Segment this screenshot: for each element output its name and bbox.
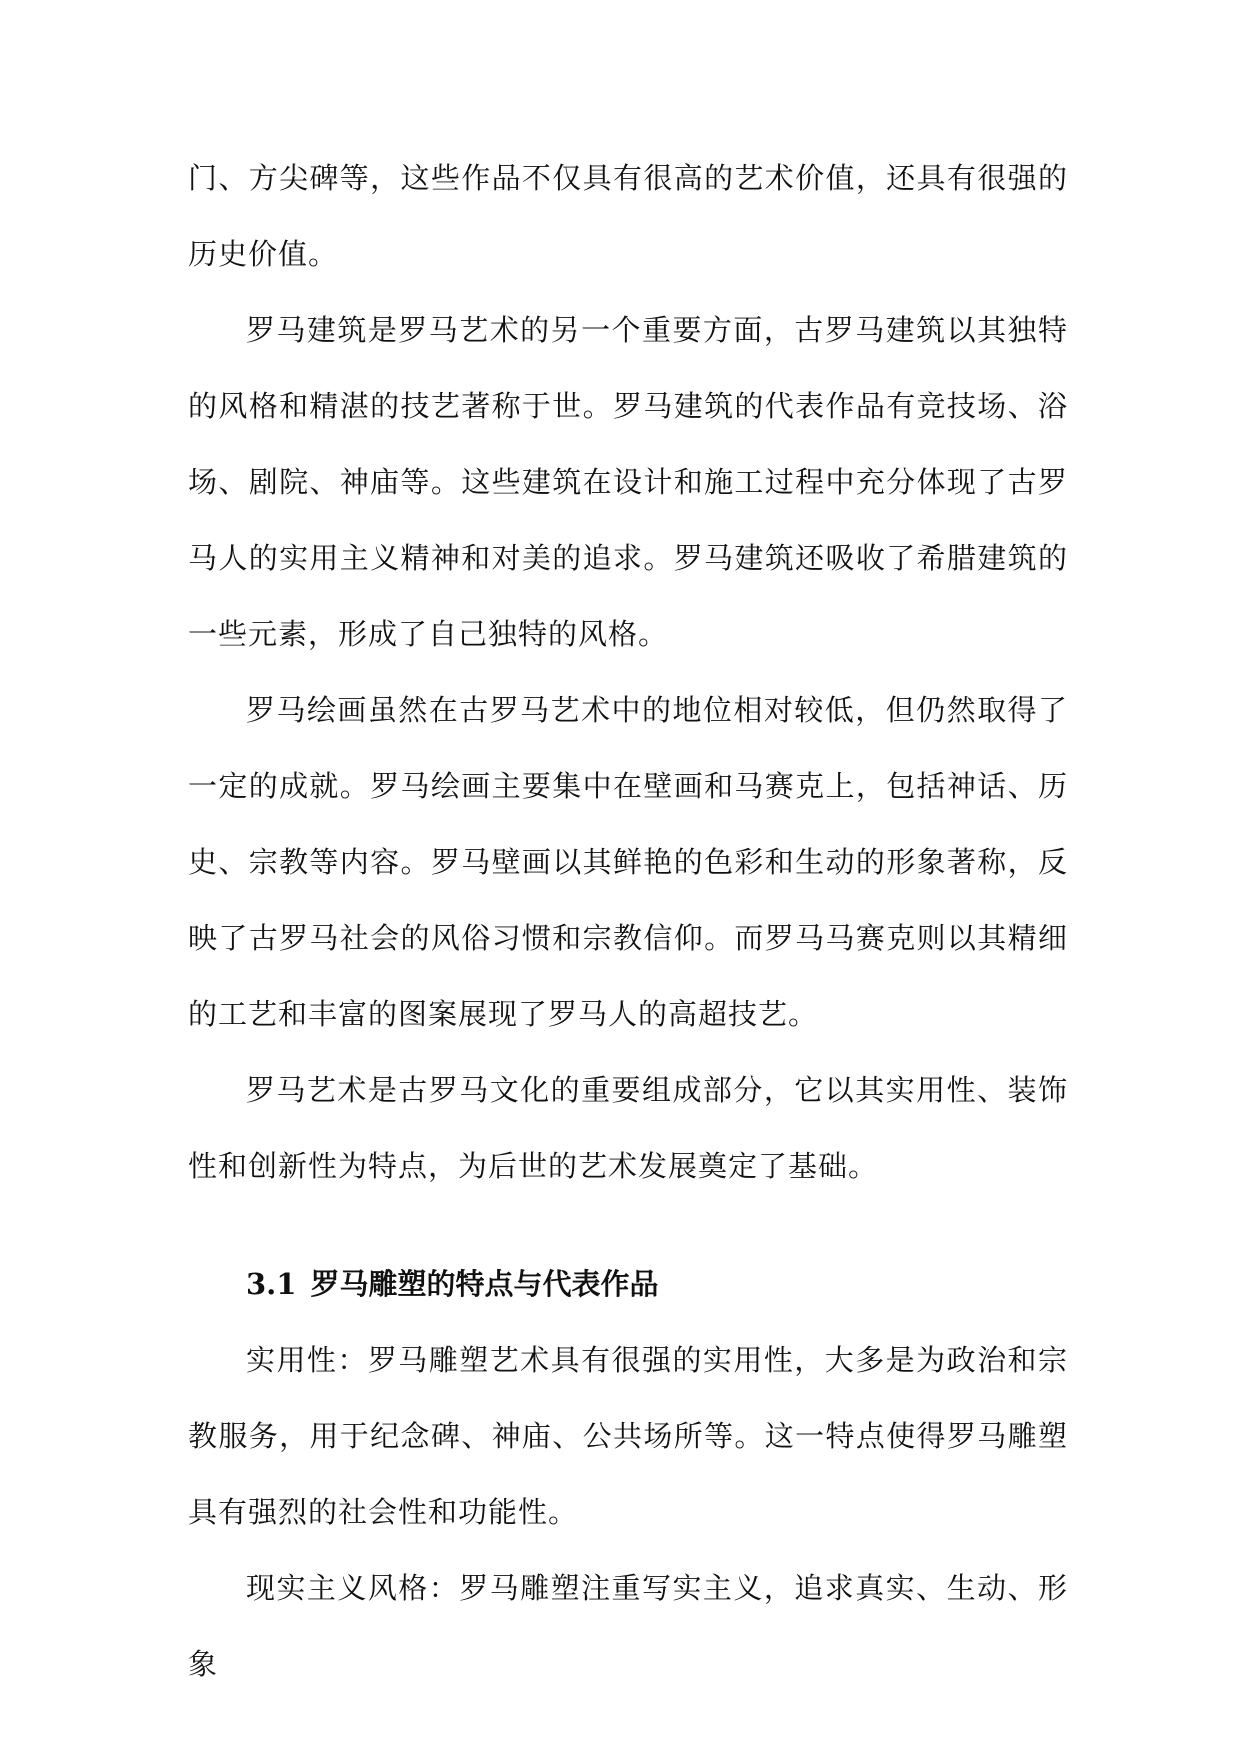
paragraph-roman-painting: 罗马绘画虽然在古罗马艺术中的地位相对较低，但仍然取得了一定的成就。罗马绘画主要集中在壁画和马赛克上，包括神话、历史、宗教等内容。罗马壁画以其鲜艳的色彩和生动的形象著称，反映了古罗马社会的风俗习惯和宗教信仰。而罗马马赛克则以其精细的工艺和丰富的图案展现了罗马人的高超技艺。 — [188, 693, 1068, 1031]
paragraph-continued: 门、方尖碑等，这些作品不仅具有很高的艺术价值，还具有很强的历史价值。 — [188, 161, 1068, 271]
paragraph-roman-architecture: 罗马建筑是罗马艺术的另一个重要方面，古罗马建筑以其独特的风格和精湛的技艺著称于世。罗马建筑的代表作品有竞技场、浴场、剧院、神庙等。这些建筑在设计和施工过程中充分体现了古罗马人的实用主义精神和对美的追求。罗马建筑还吸收了希腊建筑的一些元素，形成了自己独特的风格。 — [188, 313, 1068, 651]
paragraph-roman-art-summary: 罗马艺术是古罗马文化的重要组成部分，它以其实用性、装饰性和创新性为特点，为后世的艺术发展奠定了基础。 — [188, 1073, 1068, 1183]
paragraph-realism: 现实主义风格：罗马雕塑注重写实主义，追求真实、生动、形象 — [188, 1571, 1068, 1681]
section-number: 3.1 — [246, 1267, 297, 1301]
paragraph-practicality: 实用性：罗马雕塑艺术具有很强的实用性，大多是为政治和宗教服务，用于纪念碑、神庙、公共场所等。这一特点使得罗马雕塑具有强烈的社会性和功能性。 — [188, 1343, 1068, 1529]
page-body — [188, 140, 1068, 1702]
section-heading — [188, 1246, 1068, 1322]
section-title: 罗马雕塑的特点与代表作品 — [310, 1267, 659, 1301]
